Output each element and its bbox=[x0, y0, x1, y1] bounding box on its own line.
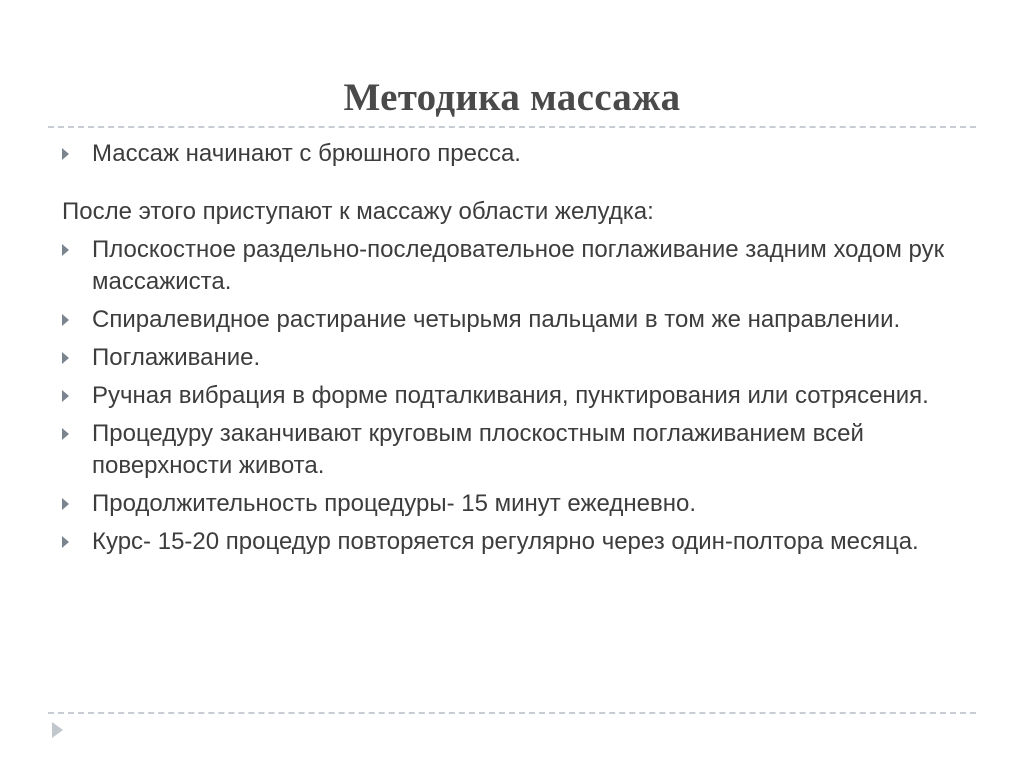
bullet-arrow-icon bbox=[62, 390, 69, 402]
bullet-arrow-icon bbox=[62, 536, 69, 548]
slide-content bbox=[62, 138, 982, 564]
bullet-arrow-icon bbox=[62, 352, 69, 364]
footer-divider bbox=[48, 712, 976, 714]
list-item-text: Курс- 15-20 процедур повторяется регулярно через один-полтора месяца. bbox=[92, 528, 919, 555]
list-item-text: Продолжительность процедуры- 15 минут ежедневно. bbox=[92, 490, 696, 517]
list-item bbox=[62, 234, 982, 298]
list-item-text: Спиралевидное растирание четырьмя пальцами в том же направлении. bbox=[92, 306, 901, 333]
list-item bbox=[62, 342, 982, 374]
list-item bbox=[62, 304, 982, 336]
list-item-text: Поглаживание. bbox=[92, 344, 261, 371]
bullet-arrow-icon bbox=[62, 314, 69, 326]
corner-arrow-icon bbox=[52, 722, 63, 738]
list-item bbox=[62, 488, 982, 520]
list-item bbox=[62, 418, 982, 482]
list-item bbox=[62, 138, 982, 170]
list-item-text: Плоскостное раздельно-последовательное поглаживание задним ходом рук массажиста. bbox=[92, 236, 945, 295]
page-title: Методика массажа bbox=[343, 76, 681, 119]
bullet-arrow-icon bbox=[62, 498, 69, 510]
intro-text: После этого приступают к массажу области желудка: bbox=[62, 198, 654, 225]
bullet-arrow-icon bbox=[62, 244, 69, 256]
bullet-arrow-icon bbox=[62, 148, 69, 160]
list-item bbox=[62, 526, 982, 558]
list-item-text: Массаж начинают с брюшного пресса. bbox=[92, 140, 521, 167]
list-item-text: Процедуру заканчивают круговым плоскостным поглаживанием всей поверхности живота. bbox=[92, 420, 864, 479]
bullet-arrow-icon bbox=[62, 428, 69, 440]
list-item-text: Ручная вибрация в форме подталкивания, пунктирования или сотрясения. bbox=[92, 382, 929, 409]
title-divider bbox=[48, 126, 976, 128]
list-item bbox=[62, 380, 982, 412]
